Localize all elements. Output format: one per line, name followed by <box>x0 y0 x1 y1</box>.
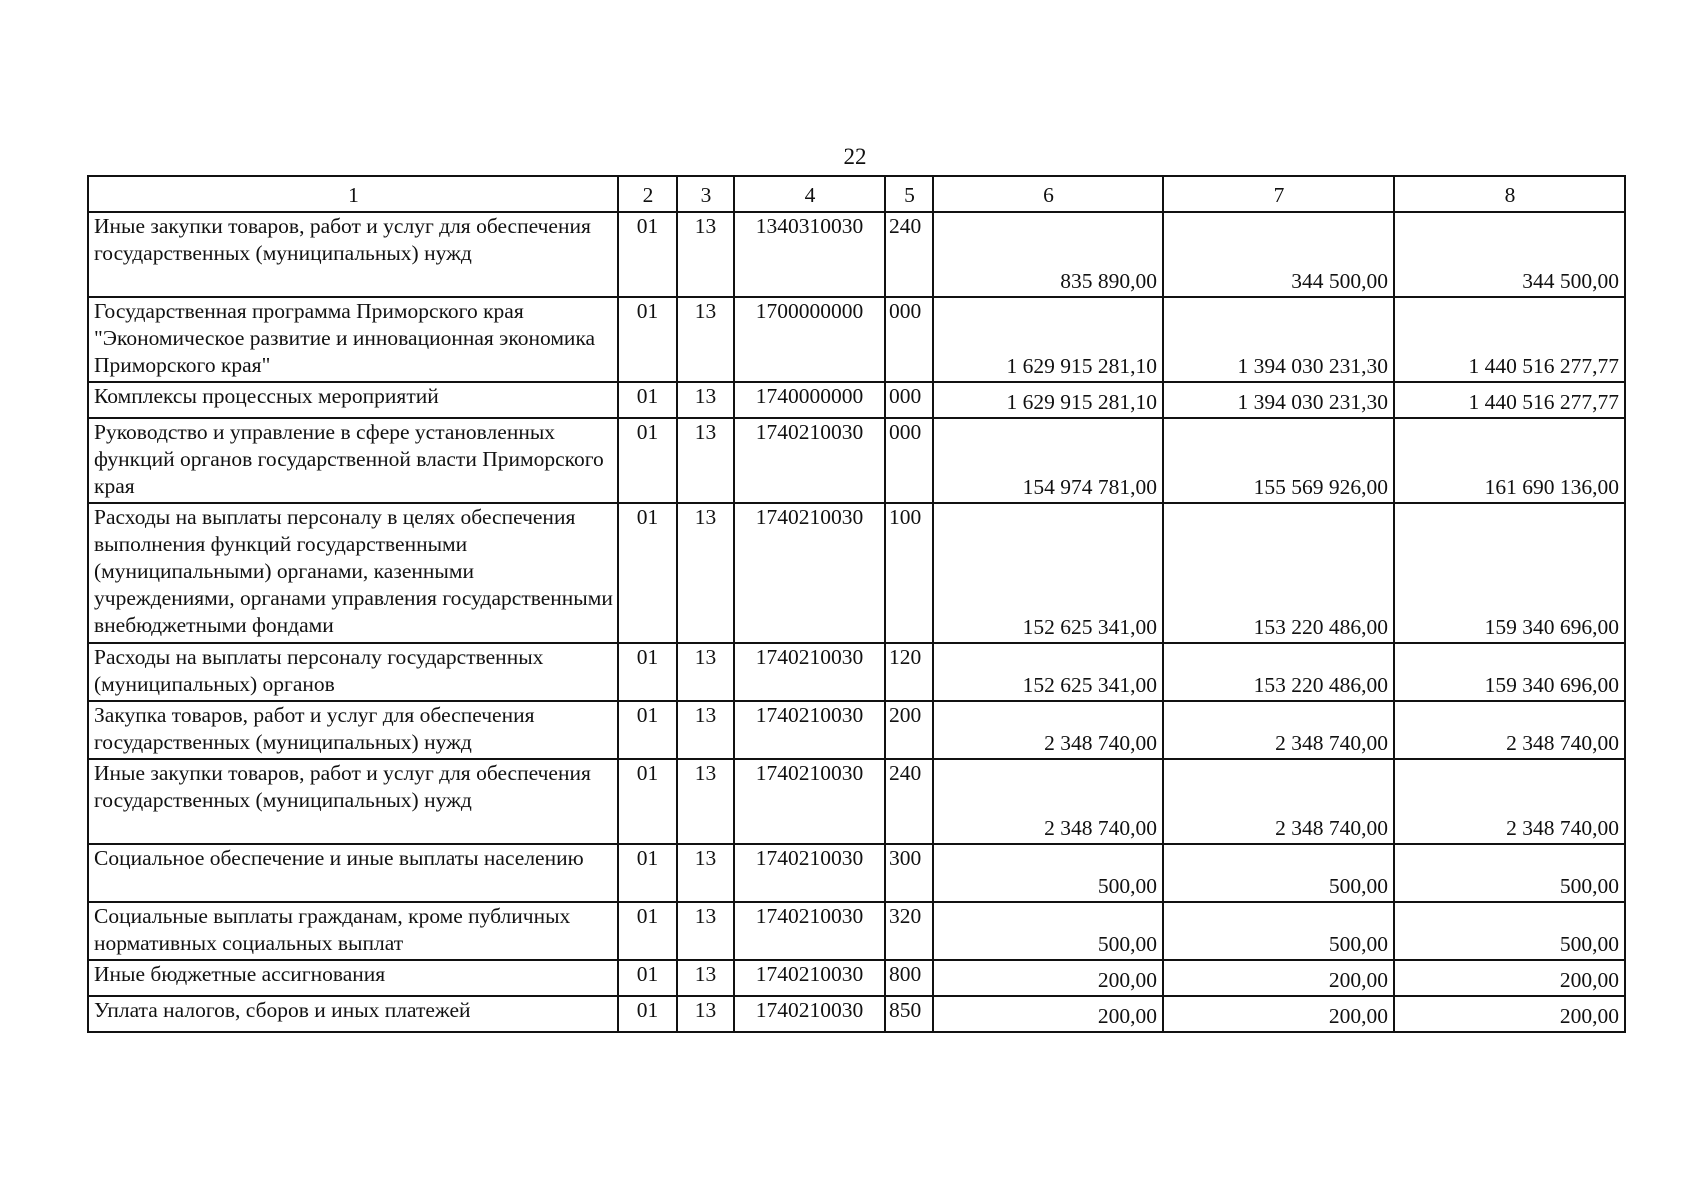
amount-year-2: 1 394 030 231,30 <box>1163 382 1394 418</box>
table-row <box>88 297 1625 382</box>
target-item-code: 1740210030 <box>734 902 885 960</box>
subsection-code: 13 <box>677 960 734 996</box>
amount-year-2: 500,00 <box>1163 902 1394 960</box>
expense-name: Иные бюджетные ассигнования <box>88 960 618 996</box>
table-row <box>88 701 1625 759</box>
section-code: 01 <box>618 212 677 297</box>
expense-type-code: 000 <box>885 382 933 418</box>
expense-name: Расходы на выплаты персоналу государственных (муниципальных) органов <box>88 643 618 701</box>
section-code: 01 <box>618 960 677 996</box>
section-code: 01 <box>618 844 677 902</box>
expense-type-code: 320 <box>885 902 933 960</box>
section-code: 01 <box>618 297 677 382</box>
expense-name: Социальные выплаты гражданам, кроме публичных нормативных социальных выплат <box>88 902 618 960</box>
target-item-code: 1740000000 <box>734 382 885 418</box>
table-row <box>88 844 1625 902</box>
amount-year-1: 500,00 <box>933 844 1163 902</box>
amount-year-3: 161 690 136,00 <box>1394 418 1625 503</box>
amount-year-3: 500,00 <box>1394 844 1625 902</box>
expense-name: Государственная программа Приморского края "Экономическое развитие и инновационная экономика Приморского края" <box>88 297 618 382</box>
expense-name: Комплексы процессных мероприятий <box>88 382 618 418</box>
table-row <box>88 960 1625 996</box>
amount-year-3: 200,00 <box>1394 960 1625 996</box>
amount-year-1: 1 629 915 281,10 <box>933 297 1163 382</box>
amount-year-2: 2 348 740,00 <box>1163 701 1394 759</box>
table-row <box>88 503 1625 643</box>
subsection-code: 13 <box>677 643 734 701</box>
expense-type-code: 800 <box>885 960 933 996</box>
section-code: 01 <box>618 503 677 643</box>
table-row <box>88 902 1625 960</box>
budget-table <box>87 175 1626 1033</box>
expense-type-code: 100 <box>885 503 933 643</box>
subsection-code: 13 <box>677 701 734 759</box>
amount-year-2: 200,00 <box>1163 996 1394 1032</box>
amount-year-2: 500,00 <box>1163 844 1394 902</box>
target-item-code: 1740210030 <box>734 701 885 759</box>
amount-year-3: 2 348 740,00 <box>1394 701 1625 759</box>
expense-type-code: 850 <box>885 996 933 1032</box>
expense-type-code: 120 <box>885 643 933 701</box>
expense-type-code: 240 <box>885 759 933 844</box>
amount-year-2: 155 569 926,00 <box>1163 418 1394 503</box>
expense-name: Закупка товаров, работ и услуг для обеспечения государственных (муниципальных) нужд <box>88 701 618 759</box>
column-number: 5 <box>885 176 933 212</box>
expense-type-code: 300 <box>885 844 933 902</box>
amount-year-1: 152 625 341,00 <box>933 503 1163 643</box>
expense-type-code: 200 <box>885 701 933 759</box>
target-item-code: 1740210030 <box>734 844 885 902</box>
table-row <box>88 382 1625 418</box>
subsection-code: 13 <box>677 212 734 297</box>
section-code: 01 <box>618 902 677 960</box>
amount-year-3: 1 440 516 277,77 <box>1394 297 1625 382</box>
subsection-code: 13 <box>677 297 734 382</box>
section-code: 01 <box>618 643 677 701</box>
section-code: 01 <box>618 701 677 759</box>
column-number: 4 <box>734 176 885 212</box>
amount-year-3: 159 340 696,00 <box>1394 643 1625 701</box>
section-code: 01 <box>618 996 677 1032</box>
target-item-code: 1740210030 <box>734 418 885 503</box>
amount-year-1: 200,00 <box>933 996 1163 1032</box>
amount-year-2: 153 220 486,00 <box>1163 643 1394 701</box>
amount-year-3: 500,00 <box>1394 902 1625 960</box>
amount-year-2: 200,00 <box>1163 960 1394 996</box>
amount-year-2: 2 348 740,00 <box>1163 759 1394 844</box>
amount-year-2: 153 220 486,00 <box>1163 503 1394 643</box>
target-item-code: 1700000000 <box>734 297 885 382</box>
amount-year-1: 2 348 740,00 <box>933 759 1163 844</box>
expense-name: Иные закупки товаров, работ и услуг для обеспечения государственных (муниципальных) нужд <box>88 759 618 844</box>
amount-year-1: 1 629 915 281,10 <box>933 382 1163 418</box>
amount-year-1: 835 890,00 <box>933 212 1163 297</box>
expense-name: Уплата налогов, сборов и иных платежей <box>88 996 618 1032</box>
amount-year-1: 500,00 <box>933 902 1163 960</box>
amount-year-3: 1 440 516 277,77 <box>1394 382 1625 418</box>
subsection-code: 13 <box>677 996 734 1032</box>
target-item-code: 1740210030 <box>734 960 885 996</box>
target-item-code: 1740210030 <box>734 996 885 1032</box>
amount-year-2: 1 394 030 231,30 <box>1163 297 1394 382</box>
section-code: 01 <box>618 759 677 844</box>
amount-year-3: 200,00 <box>1394 996 1625 1032</box>
subsection-code: 13 <box>677 902 734 960</box>
subsection-code: 13 <box>677 844 734 902</box>
amount-year-3: 2 348 740,00 <box>1394 759 1625 844</box>
column-number: 8 <box>1394 176 1625 212</box>
expense-name: Руководство и управление в сфере установленных функций органов государственной власти Приморского края <box>88 418 618 503</box>
expense-name: Расходы на выплаты персоналу в целях обеспечения выполнения функций государственными (муниципальными) органами, казенными учреждениями, органами управления государственными внебюджетными фондами <box>88 503 618 643</box>
target-item-code: 1740210030 <box>734 643 885 701</box>
expense-type-code: 240 <box>885 212 933 297</box>
target-item-code: 1740210030 <box>734 759 885 844</box>
amount-year-2: 344 500,00 <box>1163 212 1394 297</box>
column-number: 3 <box>677 176 734 212</box>
section-code: 01 <box>618 382 677 418</box>
table-row <box>88 418 1625 503</box>
amount-year-1: 152 625 341,00 <box>933 643 1163 701</box>
table-row <box>88 212 1625 297</box>
amount-year-3: 344 500,00 <box>1394 212 1625 297</box>
table-row <box>88 996 1625 1032</box>
expense-name: Социальное обеспечение и иные выплаты населению <box>88 844 618 902</box>
amount-year-1: 2 348 740,00 <box>933 701 1163 759</box>
amount-year-1: 154 974 781,00 <box>933 418 1163 503</box>
subsection-code: 13 <box>677 503 734 643</box>
column-number: 2 <box>618 176 677 212</box>
amount-year-3: 159 340 696,00 <box>1394 503 1625 643</box>
amount-year-1: 200,00 <box>933 960 1163 996</box>
target-item-code: 1340310030 <box>734 212 885 297</box>
column-number: 1 <box>88 176 618 212</box>
section-code: 01 <box>618 418 677 503</box>
subsection-code: 13 <box>677 382 734 418</box>
column-number: 6 <box>933 176 1163 212</box>
page-number: 22 <box>843 144 867 169</box>
table-row <box>88 759 1625 844</box>
subsection-code: 13 <box>677 418 734 503</box>
column-number: 7 <box>1163 176 1394 212</box>
table-row <box>88 643 1625 701</box>
expense-type-code: 000 <box>885 297 933 382</box>
column-number-row <box>88 176 1625 212</box>
target-item-code: 1740210030 <box>734 503 885 643</box>
expense-name: Иные закупки товаров, работ и услуг для обеспечения государственных (муниципальных) нужд <box>88 212 618 297</box>
expense-type-code: 000 <box>885 418 933 503</box>
subsection-code: 13 <box>677 759 734 844</box>
